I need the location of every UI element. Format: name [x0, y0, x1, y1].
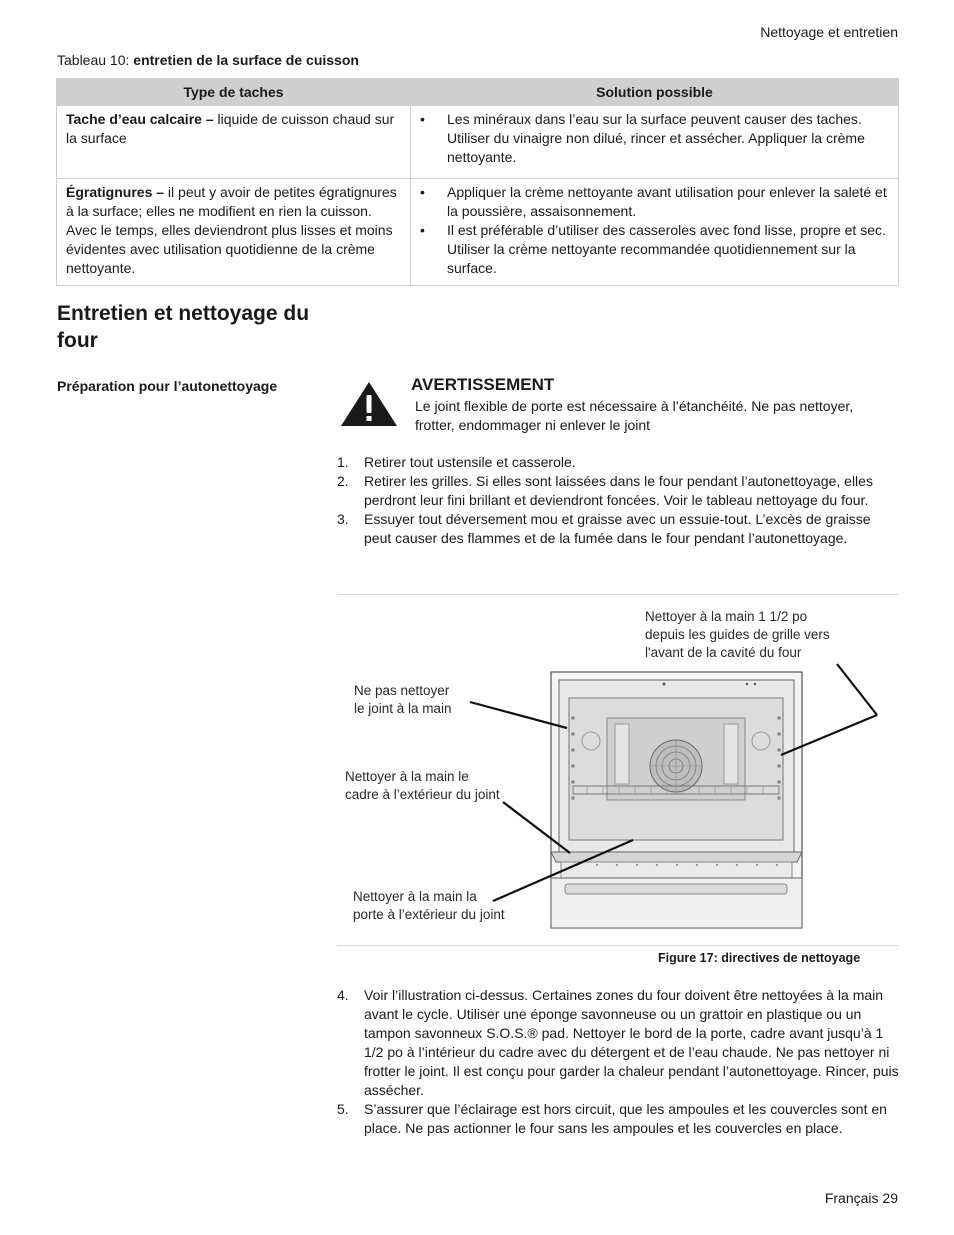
table-header-row [57, 79, 899, 106]
list-item [337, 1100, 899, 1138]
step-number: 5. [337, 1101, 349, 1117]
stain-type-label: Égratignures – [66, 184, 165, 200]
step-number: 3. [337, 511, 349, 527]
warning-text: Le joint flexible de porte est nécessaire à l’étanchéité. Ne pas nettoyer, frotter, endommager ni enlever le joint [415, 398, 854, 433]
stain-type-cell [57, 106, 411, 179]
table-caption-title: entretien de la surface de cuisson [133, 52, 359, 68]
step-text: S’assurer que l’éclairage est hors circuit, que les ampoules et les couvercles sont en place. Ne pas actionner le four sans les ampoules et les couvercles en place. [364, 1101, 887, 1136]
figure-top-rule [337, 594, 898, 595]
preparation-steps [337, 453, 899, 548]
preparation-steps-continued [337, 986, 899, 1138]
table-caption [57, 52, 359, 68]
figure-bottom-rule [337, 945, 898, 946]
table-row [57, 179, 899, 286]
figure-caption: Figure 17: directives de nettoyage [658, 951, 861, 965]
callout-line: Nettoyer à la main 1 1/2 po [645, 609, 808, 624]
callout-line: Nettoyer à la main la [353, 889, 477, 904]
solution-item [411, 221, 888, 278]
solution-text: Il est préférable d’utiliser des casseroles avec fond lisse, propre et sec. Utiliser la crème nettoyante recommandée quotidiennement sur la surface. [447, 222, 886, 276]
callout-line: porte à l’extérieur du joint [353, 907, 505, 922]
stain-type-cell [57, 179, 411, 286]
header-solution: Solution possible [411, 79, 899, 106]
bullet-icon: • [420, 111, 425, 127]
list-item [337, 510, 899, 548]
bullet-icon: • [420, 184, 425, 200]
header-stain-type: Type de taches [57, 79, 411, 106]
callout-door [353, 888, 505, 924]
solution-text: Appliquer la crème nettoyante avant utilisation pour enlever la saleté et la poussière, assaisonnement. [447, 184, 887, 219]
page-footer: Français 29 [824, 1190, 898, 1206]
solution-cell [411, 106, 899, 179]
stain-type-description: liquide de cuisson chaud sur la surface [66, 111, 395, 146]
callout-guides [645, 608, 830, 662]
surface-care-table [56, 78, 899, 286]
subsection-title: Préparation pour l’autonettoyage [57, 378, 278, 394]
cleaning-figure [337, 600, 898, 940]
callout-gasket [354, 682, 452, 718]
step-text: Retirer tout ustensile et casserole. [364, 454, 576, 470]
stain-type-label: Tache d’eau calcaire – [66, 111, 214, 127]
callout-line: cadre à l’extérieur du joint [345, 787, 500, 802]
step-number: 1. [337, 454, 349, 470]
solution-list [411, 110, 888, 167]
solution-text: Les minéraux dans l’eau sur la surface peuvent causer des taches. Utiliser du vinaigre non dilué, rincer et assécher. Appliquer la crème nettoyante. [447, 111, 865, 165]
callout-line: depuis les guides de grille vers [645, 627, 830, 642]
list-item [337, 986, 899, 1100]
solution-list [411, 183, 888, 278]
solution-cell [411, 179, 899, 286]
solution-item [411, 110, 888, 167]
list-item [337, 472, 899, 510]
callout-line: le joint à la main [354, 701, 452, 716]
step-text: Essuyer tout déversement mou et graisse avec un essuie-tout. L’excès de graisse peut causer des flammes et de la fumée dans le four pendant l’autonettoyage. [364, 511, 871, 546]
bullet-icon: • [420, 222, 425, 238]
step-text: Voir l’illustration ci-dessus. Certaines zones du four doivent être nettoyées à la main avant le cycle. Utiliser une éponge savonneuse ou un grattoir en plastique ou un tampon savonneux S.O.S.® pad. Nettoyer le bord de la porte, cadre avant jusqu’à 1 1/2 po à l’intérieur du cadre avec du détergent et de l’eau chaude. Ne pas nettoyer ni frotter le joint. Il est conçu pour garder la chaleur pendant l’autonettoyage. Rincer, puis assécher. [364, 987, 899, 1098]
step-text: Retirer les grilles. Si elles sont laissées dans le four pendant l’autonettoyage, elles perdront leur fini brillant et deviendront foncées. Voir le tableau nettoyage du four. [364, 473, 873, 508]
table-caption-prefix: Tableau 10: [57, 52, 134, 68]
callout-line: l'avant de la cavité du four [645, 645, 802, 660]
table-row [57, 106, 899, 179]
section-title: Entretien et nettoyage du four [57, 302, 310, 352]
solution-item [411, 183, 888, 221]
warning-triangle-icon [340, 381, 398, 427]
callout-frame [345, 768, 500, 804]
running-header: Nettoyage et entretien [760, 24, 898, 40]
step-number: 2. [337, 473, 349, 489]
stain-type-description: il peut y avoir de petites égratignures à la surface; elles ne modifient en rien la cuisson. Avec le temps, elles deviendront plus lisses et moins évidentes avec utilisation quotidienne de la crème nettoyante. [66, 184, 397, 276]
list-item [337, 453, 899, 472]
step-number: 4. [337, 987, 349, 1003]
warning-title: AVERTISSEMENT [411, 375, 555, 394]
callout-line: Ne pas nettoyer [354, 683, 450, 698]
callout-line: Nettoyer à la main le [345, 769, 469, 784]
